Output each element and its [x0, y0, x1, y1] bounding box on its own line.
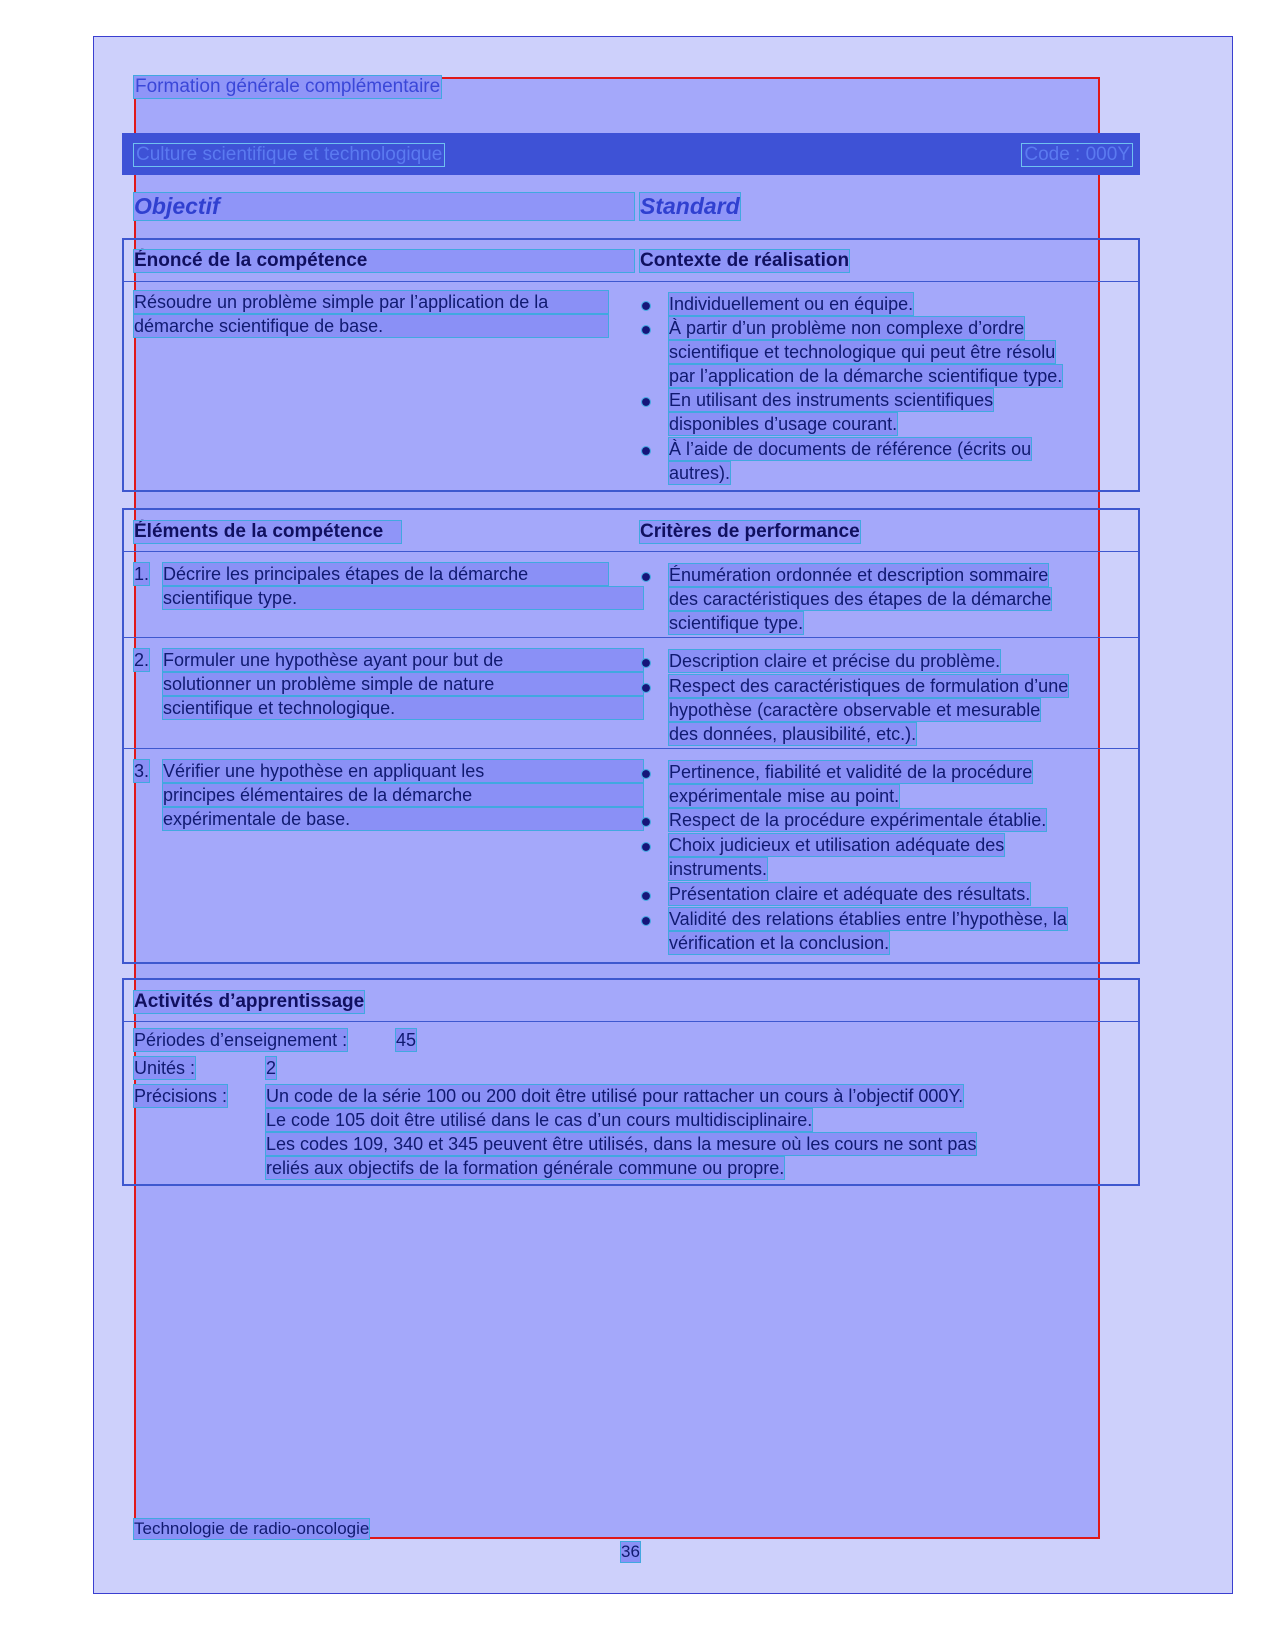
- periods-label: Périodes d’enseignement :: [134, 1030, 348, 1050]
- element-number: 1.: [134, 564, 150, 584]
- bullet-icon: [642, 326, 650, 334]
- bullet-icon: [642, 892, 650, 900]
- bullet-icon: [642, 398, 650, 406]
- precision-line: reliés aux objectifs de la formation générale commune ou propre.: [266, 1158, 785, 1178]
- bullet-icon: [642, 770, 650, 778]
- criteria-line: Choix judicieux et utilisation adéquate des: [669, 835, 1005, 855]
- criteria-line: hypothèse (caractère observable et mesurable: [669, 700, 1041, 720]
- context-line: À l’aide de documents de référence (écrits ou: [669, 439, 1032, 459]
- context-label: Contexte de réalisation: [640, 250, 850, 271]
- precision-line: Les codes 109, 340 et 345 peuvent être utilisés, dans la mesure où les cours ne sont pas: [266, 1134, 977, 1154]
- competence-statement-label: Énoncé de la compétence: [134, 250, 634, 272]
- footer-program-name: Technologie de radio-oncologie: [134, 1519, 370, 1538]
- element-line: expérimentale de base.: [163, 808, 643, 830]
- bullet-icon: [642, 917, 650, 925]
- criteria-line: expérimentale mise au point.: [669, 786, 900, 806]
- context-line: À partir d’un problème non complexe d’ordre: [669, 318, 1025, 338]
- element-number: 2.: [134, 650, 150, 670]
- bullet-icon: [642, 447, 650, 455]
- program-title: Culture scientifique et technologique: [136, 144, 443, 165]
- program-band: [122, 133, 1140, 175]
- criteria-line: Description claire et précise du problème.: [669, 651, 1001, 671]
- standard-heading: Standard: [640, 193, 740, 219]
- context-line: disponibles d’usage courant.: [669, 414, 898, 434]
- criteria-line: Énumération ordonnée et description sommaire: [669, 565, 1049, 585]
- precision-line: Un code de la série 100 ou 200 doit être utilisé pour rattacher un cours à l’objectif 000Y.: [266, 1086, 964, 1106]
- criteria-line: vérification et la conclusion.: [669, 933, 890, 953]
- units-value: 2: [266, 1058, 277, 1078]
- criteria-line: Présentation claire et adéquate des résultats.: [669, 884, 1031, 904]
- precision-line: Le code 105 doit être utilisé dans le cas d’un cours multidisciplinaire.: [266, 1110, 813, 1130]
- criteria-line: des données, plausibilité, etc.).: [669, 724, 917, 744]
- bullet-icon: [642, 659, 650, 667]
- context-line: scientifique et technologique qui peut être résolu: [669, 342, 1056, 362]
- competence-statement-line: démarche scientifique de base.: [134, 315, 608, 337]
- precisions-label: Précisions :: [134, 1086, 228, 1106]
- document-header-title: Formation générale complémentaire: [135, 76, 441, 97]
- criteria-line: Respect de la procédure expérimentale établie.: [669, 810, 1047, 830]
- criteria-label: Critères de performance: [640, 521, 860, 542]
- context-line: autres).: [669, 463, 731, 483]
- element-line: Décrire les principales étapes de la démarche: [163, 563, 608, 585]
- page-number: 36: [621, 1542, 640, 1561]
- bullet-icon: [642, 843, 650, 851]
- units-label: Unités :: [134, 1058, 196, 1078]
- elements-label: Éléments de la compétence: [134, 521, 401, 543]
- context-line: par l’application de la démarche scientifique type.: [669, 366, 1063, 386]
- element-line: scientifique type.: [163, 587, 643, 609]
- row-divider: [124, 748, 1138, 749]
- bullet-icon: [642, 302, 650, 310]
- criteria-line: des caractéristiques des étapes de la démarche: [669, 589, 1052, 609]
- bullet-icon: [642, 818, 650, 826]
- competence-statement-line: Résoudre un problème simple par l’application de la: [134, 291, 608, 313]
- objective-code: Code : 000Y: [1024, 144, 1130, 165]
- context-line: En utilisant des instruments scientifiques: [669, 390, 994, 410]
- criteria-line: Pertinence, fiabilité et validité de la procédure: [669, 762, 1033, 782]
- criteria-line: Validité des relations établies entre l’hypothèse, la: [669, 909, 1067, 929]
- objectif-heading: Objectif: [134, 193, 634, 220]
- element-line: scientifique et technologique.: [163, 697, 643, 719]
- element-line: Vérifier une hypothèse en appliquant les: [163, 760, 643, 782]
- bullet-icon: [642, 684, 650, 692]
- context-line: Individuellement ou en équipe.: [669, 294, 914, 314]
- criteria-line: instruments.: [669, 859, 768, 879]
- element-line: principes élémentaires de la démarche: [163, 784, 643, 806]
- row-divider: [124, 637, 1138, 638]
- element-line: Formuler une hypothèse ayant pour but de: [163, 649, 643, 671]
- periods-value: 45: [396, 1030, 417, 1050]
- criteria-line: Respect des caractéristiques de formulation d’une: [669, 676, 1069, 696]
- activities-label: Activités d’apprentissage: [134, 991, 365, 1012]
- criteria-line: scientifique type.: [669, 613, 804, 633]
- element-line: solutionner un problème simple de nature: [163, 673, 643, 695]
- bullet-icon: [642, 573, 650, 581]
- element-number: 3.: [134, 761, 150, 781]
